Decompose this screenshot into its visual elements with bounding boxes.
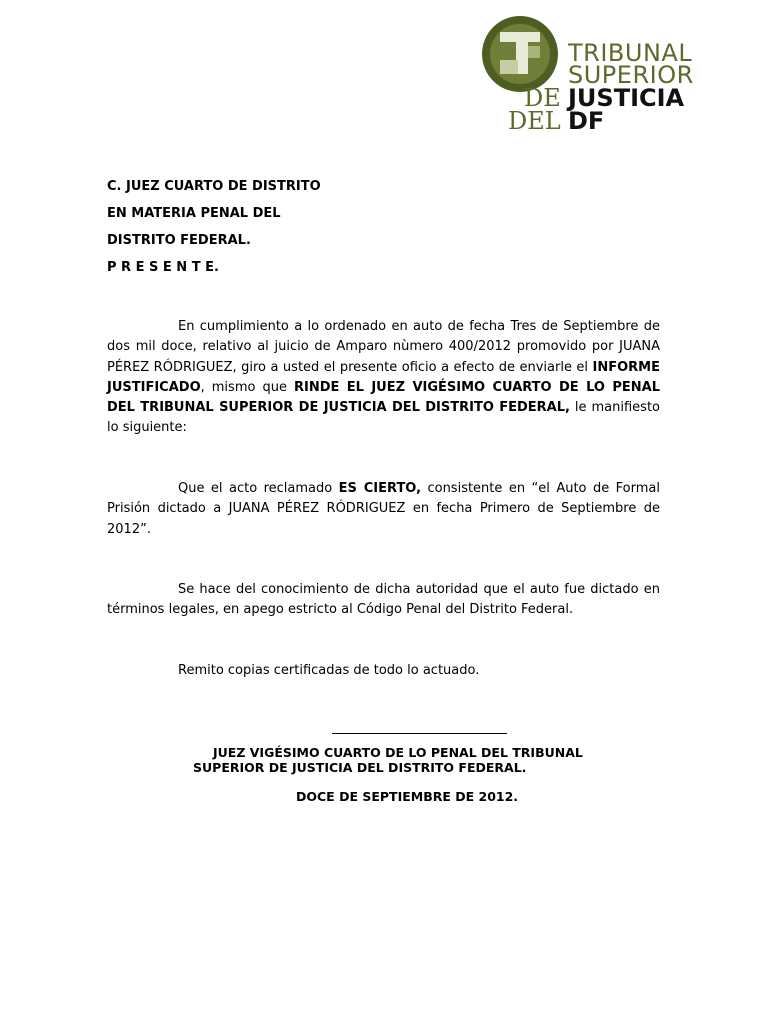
paragraph-bold-text: INFORME JUSTIFICADO <box>107 359 660 395</box>
signature-block <box>193 745 583 775</box>
addressee-block <box>107 178 321 286</box>
logo-text-df: DF <box>568 107 605 135</box>
paragraph-text: Remito copias certificadas de todo lo actuado. <box>178 663 480 678</box>
signature-title-line: SUPERIOR DE JUSTICIA DEL DISTRITO FEDERAL. <box>193 760 527 775</box>
addressee-line: C. JUEZ CUARTO DE DISTRITO <box>107 179 321 194</box>
signature-title-line: JUEZ VIGÉSIMO CUARTO DE LO PENAL DEL TRIBUNAL <box>213 745 583 760</box>
signature-date: DOCE DE SEPTIEMBRE DE 2012. <box>296 789 519 804</box>
logo-text-superior: SUPERIOR <box>568 61 694 89</box>
paragraph-text: Que el acto reclamado <box>178 481 339 496</box>
logo-text-tribunal: TRIBUNAL <box>568 39 693 67</box>
addressee-line: EN MATERIA PENAL DEL <box>107 206 281 221</box>
paragraph-act <box>107 479 660 540</box>
addressee-line: DISTRITO FEDERAL. <box>107 233 251 248</box>
signature-line <box>332 733 507 734</box>
paragraph-bold-text: ES CIERTO, <box>338 481 422 496</box>
paragraph-text: En cumplimiento a lo ordenado en auto de fecha Tres de Septiembre de dos mil doce, relativo al juicio de Amparo nùmero 400/2012 promovido por JUANA PÉREZ RÓDRIGUEZ, giro a usted el presente oficio a efecto de enviarle el <box>107 319 660 375</box>
logo-text-del: DEL <box>508 107 561 135</box>
logo-text-de: DE <box>524 84 561 112</box>
addressee-line: P R E S E N T E. <box>107 260 219 275</box>
paragraph-bold-text: RINDE EL JUEZ VIGÉSIMO CUARTO DE LO PENAL DEL TRIBUNAL SUPERIOR DE JUSTICIA DEL DISTRITO FEDERAL, <box>107 379 661 416</box>
paragraph-text: le manifiesto lo siguiente: <box>107 400 660 436</box>
paragraph-text: , mismo que <box>200 379 294 395</box>
logo-text-justicia: JUSTICIA <box>568 84 685 112</box>
tribunal-logo <box>478 16 728 135</box>
paragraph-compliance <box>107 317 660 439</box>
paragraph-text: Se hace del conocimiento de dicha autoridad que el auto fue dictado en términos legales, en apego estricto al Código Penal del Distrito Federal. <box>107 582 660 618</box>
paragraph-text: consistente en “el Auto de Formal Prisión dictado a JUANA PÉREZ RÓDRIGUEZ en fecha Primero de Septiembre de 2012”. <box>107 481 660 537</box>
paragraph-legal-terms <box>107 580 660 621</box>
paragraph-copies <box>107 661 660 681</box>
